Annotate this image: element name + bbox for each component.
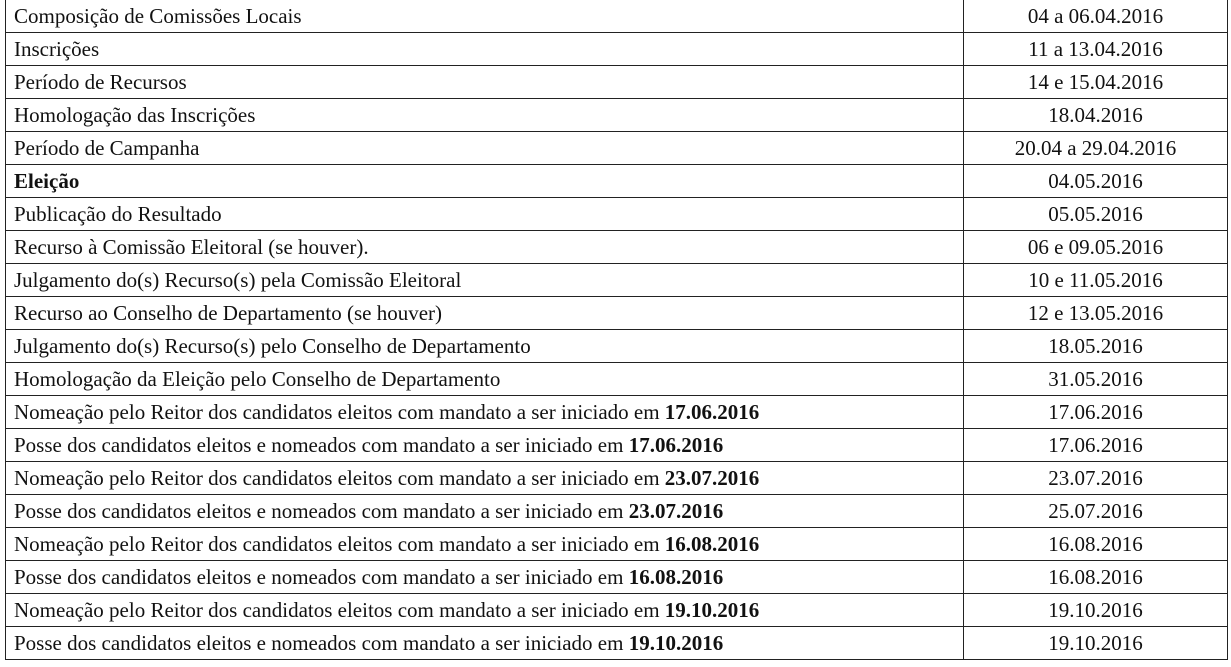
- event-cell: [6, 66, 964, 99]
- event-bold-text: 16.08.2016: [628, 565, 724, 589]
- table-row: [6, 363, 1228, 396]
- event-text: Nomeação pelo Reitor dos candidatos eleitos com mandato a ser iniciado em: [14, 532, 665, 556]
- date-cell: 17.06.2016: [964, 429, 1228, 462]
- event-cell: [6, 594, 964, 627]
- date-cell: 16.08.2016: [964, 528, 1228, 561]
- table-row: [6, 627, 1228, 660]
- date-cell: 06 e 09.05.2016: [964, 231, 1228, 264]
- table-row: [6, 198, 1228, 231]
- table-row: [6, 231, 1228, 264]
- event-cell: [6, 99, 964, 132]
- event-cell: [6, 462, 964, 495]
- date-cell: 16.08.2016: [964, 561, 1228, 594]
- date-cell: 11 a 13.04.2016: [964, 33, 1228, 66]
- table-row: [6, 462, 1228, 495]
- event-cell: [6, 231, 964, 264]
- table-row: [6, 264, 1228, 297]
- event-bold-text: 19.10.2016: [664, 598, 760, 622]
- event-text: Homologação das Inscrições: [14, 103, 256, 127]
- date-cell: 23.07.2016: [964, 462, 1228, 495]
- event-bold-text: 17.06.2016: [628, 433, 724, 457]
- date-cell: 18.04.2016: [964, 99, 1228, 132]
- table-row: [6, 99, 1228, 132]
- event-bold-text: 17.06.2016: [664, 400, 760, 424]
- event-text: Nomeação pelo Reitor dos candidatos eleitos com mandato a ser iniciado em: [14, 598, 665, 622]
- table-row: [6, 66, 1228, 99]
- event-text: Nomeação pelo Reitor dos candidatos eleitos com mandato a ser iniciado em: [14, 400, 665, 424]
- event-cell: [6, 198, 964, 231]
- event-text: Recurso ao Conselho de Departamento (se houver): [14, 301, 443, 325]
- date-cell: 17.06.2016: [964, 396, 1228, 429]
- table-row: [6, 132, 1228, 165]
- event-text: Recurso à Comissão Eleitoral (se houver).: [14, 235, 369, 259]
- date-cell: 25.07.2016: [964, 495, 1228, 528]
- event-text: Posse dos candidatos eleitos e nomeados com mandato a ser iniciado em: [14, 565, 629, 589]
- date-cell: 19.10.2016: [964, 594, 1228, 627]
- table-row: [6, 165, 1228, 198]
- event-bold-text: Eleição: [14, 169, 80, 193]
- event-text: Nomeação pelo Reitor dos candidatos eleitos com mandato a ser iniciado em: [14, 466, 665, 490]
- event-cell: [6, 165, 964, 198]
- event-text: Inscrições: [14, 37, 100, 61]
- event-cell: [6, 363, 964, 396]
- table-row: [6, 594, 1228, 627]
- event-text: Publicação do Resultado: [14, 202, 222, 226]
- date-cell: 10 e 11.05.2016: [964, 264, 1228, 297]
- date-cell: 05.05.2016: [964, 198, 1228, 231]
- table-row: [6, 330, 1228, 363]
- event-text: Período de Recursos: [14, 70, 187, 94]
- event-text: Composição de Comissões Locais: [14, 4, 302, 28]
- event-text: Período de Campanha: [14, 136, 200, 160]
- date-cell: 20.04 a 29.04.2016: [964, 132, 1228, 165]
- date-cell: 19.10.2016: [964, 627, 1228, 660]
- event-text: Julgamento do(s) Recurso(s) pelo Conselho de Departamento: [14, 334, 531, 358]
- event-cell: [6, 297, 964, 330]
- date-cell: 12 e 13.05.2016: [964, 297, 1228, 330]
- date-cell: 04 a 06.04.2016: [964, 0, 1228, 33]
- event-cell: [6, 561, 964, 594]
- event-cell: [6, 33, 964, 66]
- event-bold-text: 23.07.2016: [628, 499, 724, 523]
- event-cell: [6, 0, 964, 33]
- table-row: [6, 495, 1228, 528]
- schedule-table: [5, 0, 1228, 660]
- event-cell: [6, 429, 964, 462]
- date-cell: 14 e 15.04.2016: [964, 66, 1228, 99]
- event-cell: [6, 330, 964, 363]
- event-text: Posse dos candidatos eleitos e nomeados com mandato a ser iniciado em: [14, 631, 629, 655]
- event-bold-text: 23.07.2016: [664, 466, 760, 490]
- date-cell: 18.05.2016: [964, 330, 1228, 363]
- table-row: [6, 297, 1228, 330]
- date-cell: 04.05.2016: [964, 165, 1228, 198]
- event-text: Posse dos candidatos eleitos e nomeados com mandato a ser iniciado em: [14, 433, 629, 457]
- event-cell: [6, 627, 964, 660]
- table-row: [6, 396, 1228, 429]
- event-text: Posse dos candidatos eleitos e nomeados com mandato a ser iniciado em: [14, 499, 629, 523]
- table-row: [6, 528, 1228, 561]
- event-cell: [6, 396, 964, 429]
- event-bold-text: 19.10.2016: [628, 631, 724, 655]
- table-row: [6, 429, 1228, 462]
- event-cell: [6, 132, 964, 165]
- table-row: [6, 561, 1228, 594]
- event-cell: [6, 264, 964, 297]
- date-cell: 31.05.2016: [964, 363, 1228, 396]
- table-row: [6, 0, 1228, 33]
- event-text: Julgamento do(s) Recurso(s) pela Comissão Eleitoral: [14, 268, 462, 292]
- event-cell: [6, 528, 964, 561]
- event-text: Homologação da Eleição pelo Conselho de Departamento: [14, 367, 501, 391]
- event-bold-text: 16.08.2016: [664, 532, 760, 556]
- table-row: [6, 33, 1228, 66]
- event-cell: [6, 495, 964, 528]
- schedule-body: [6, 0, 1228, 660]
